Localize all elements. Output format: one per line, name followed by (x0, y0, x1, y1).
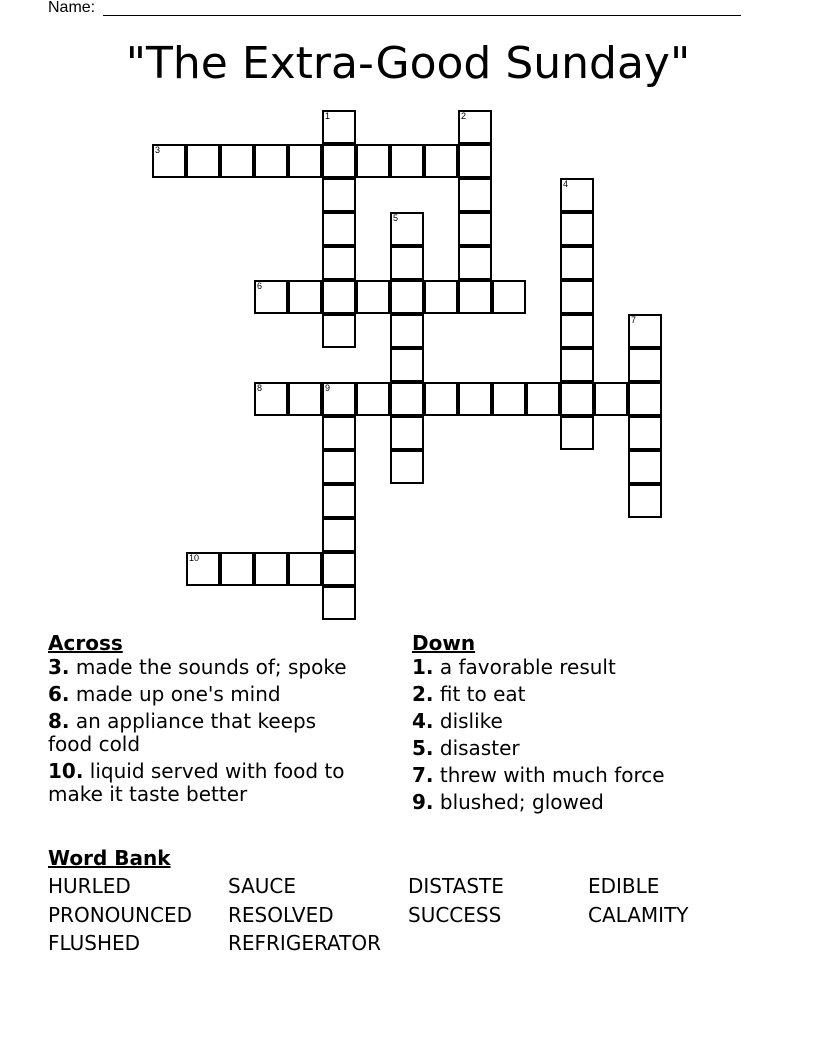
grid-cell[interactable] (322, 246, 356, 280)
page-title: "The Extra-Good Sunday" (125, 38, 691, 89)
grid-cell[interactable] (628, 450, 662, 484)
across-clue: 8. an appliance that keeps food cold (48, 709, 317, 756)
grid-cell[interactable] (322, 450, 356, 484)
down-clue: 2. fit to eat (412, 682, 526, 706)
clue-number: 1 (325, 111, 331, 121)
grid-cell[interactable] (322, 110, 356, 144)
grid-cell[interactable] (458, 110, 492, 144)
grid-cell[interactable] (152, 144, 186, 178)
grid-cell[interactable] (492, 382, 526, 416)
down-clue: 9. blushed; glowed (412, 790, 604, 814)
grid-cell[interactable] (424, 280, 458, 314)
word-bank-word: CALAMITY (588, 902, 689, 927)
word-bank (48, 874, 768, 960)
clue-number: 8 (257, 383, 263, 393)
grid-cell[interactable] (424, 144, 458, 178)
grid-cell[interactable] (390, 382, 424, 416)
down-heading: Down (412, 631, 476, 655)
down-clues (412, 630, 752, 818)
across-clues (48, 630, 388, 810)
grid-cell[interactable] (220, 144, 254, 178)
grid-cell[interactable] (458, 144, 492, 178)
grid-cell[interactable] (322, 144, 356, 178)
grid-cell[interactable] (356, 382, 390, 416)
grid-cell[interactable] (560, 348, 594, 382)
grid-cell[interactable] (390, 416, 424, 450)
grid-cell[interactable] (560, 314, 594, 348)
grid-cell[interactable] (560, 212, 594, 246)
grid-cell[interactable] (356, 144, 390, 178)
grid-cell[interactable] (322, 586, 356, 620)
grid-cell[interactable] (560, 178, 594, 212)
clue-number: 4 (563, 179, 569, 189)
grid-cell[interactable] (254, 280, 288, 314)
grid-cell[interactable] (288, 552, 322, 586)
grid-cell[interactable] (254, 382, 288, 416)
grid-cell[interactable] (390, 212, 424, 246)
grid-cell[interactable] (458, 246, 492, 280)
grid-cell[interactable] (390, 348, 424, 382)
down-clue: 7. threw with much force (412, 763, 665, 787)
grid-cell[interactable] (186, 552, 220, 586)
clue-number: 2 (461, 111, 467, 121)
grid-cell[interactable] (458, 280, 492, 314)
grid-cell[interactable] (628, 382, 662, 416)
down-clue: 4. dislike (412, 709, 503, 733)
word-bank-word: FLUSHED (48, 931, 141, 955)
grid-cell[interactable] (458, 382, 492, 416)
grid-cell[interactable] (288, 144, 322, 178)
word-bank-heading: Word Bank (48, 846, 171, 870)
clue-number: 6 (257, 281, 263, 291)
grid-cell[interactable] (628, 314, 662, 348)
grid-cell[interactable] (628, 484, 662, 518)
word-bank-word: DISTASTE (408, 874, 504, 898)
grid-cell[interactable] (390, 144, 424, 178)
grid-cell[interactable] (560, 382, 594, 416)
grid-cell[interactable] (424, 382, 458, 416)
grid-cell[interactable] (526, 382, 560, 416)
grid-cell[interactable] (628, 348, 662, 382)
across-heading: Across (48, 631, 123, 655)
clue-number: 7 (631, 315, 637, 325)
grid-cell[interactable] (594, 382, 628, 416)
grid-cell[interactable] (560, 246, 594, 280)
grid-cell[interactable] (288, 280, 322, 314)
across-clue: 3. made the sounds of; spoke (48, 655, 347, 679)
grid-cell[interactable] (628, 416, 662, 450)
grid-cell[interactable] (322, 382, 356, 416)
grid-cell[interactable] (220, 552, 254, 586)
grid-cell[interactable] (254, 144, 288, 178)
word-bank-word: REFRIGERATOR (228, 931, 382, 955)
clue-number: 5 (393, 213, 399, 223)
clue-number: 3 (155, 145, 161, 155)
grid-cell[interactable] (322, 552, 356, 586)
grid-cell[interactable] (492, 280, 526, 314)
grid-cell[interactable] (390, 450, 424, 484)
word-bank-word: EDIBLE (588, 874, 660, 898)
grid-cell[interactable] (322, 416, 356, 450)
grid-cell[interactable] (322, 314, 356, 348)
grid-cell[interactable] (254, 552, 288, 586)
grid-cell[interactable] (390, 246, 424, 280)
grid-cell[interactable] (560, 280, 594, 314)
grid-cell[interactable] (560, 416, 594, 450)
grid-cell[interactable] (322, 280, 356, 314)
grid-cell[interactable] (390, 280, 424, 314)
grid-cell[interactable] (322, 518, 356, 552)
clue-number: 10 (189, 553, 200, 563)
down-clue: 1. a favorable result (412, 655, 616, 679)
grid-cell[interactable] (390, 314, 424, 348)
grid-cell[interactable] (458, 178, 492, 212)
word-bank-word: SUCCESS (408, 902, 502, 927)
grid-cell[interactable] (356, 280, 390, 314)
down-clue: 5. disaster (412, 736, 520, 760)
grid-cell[interactable] (322, 212, 356, 246)
across-clue: 6. made up one's mind (48, 682, 281, 706)
word-bank-word: RESOLVED (228, 902, 334, 927)
word-bank-word: SAUCE (228, 874, 296, 898)
grid-cell[interactable] (186, 144, 220, 178)
grid-cell[interactable] (322, 178, 356, 212)
across-clue: 10. liquid served with food to make it taste better (48, 759, 345, 806)
word-bank-word: PRONOUNCED (48, 902, 193, 927)
grid-cell[interactable] (288, 382, 322, 416)
grid-cell[interactable] (322, 484, 356, 518)
word-bank-word: HURLED (48, 874, 131, 898)
grid-cell[interactable] (458, 212, 492, 246)
clue-number: 9 (325, 383, 331, 393)
name-label: Name: (48, 0, 96, 16)
